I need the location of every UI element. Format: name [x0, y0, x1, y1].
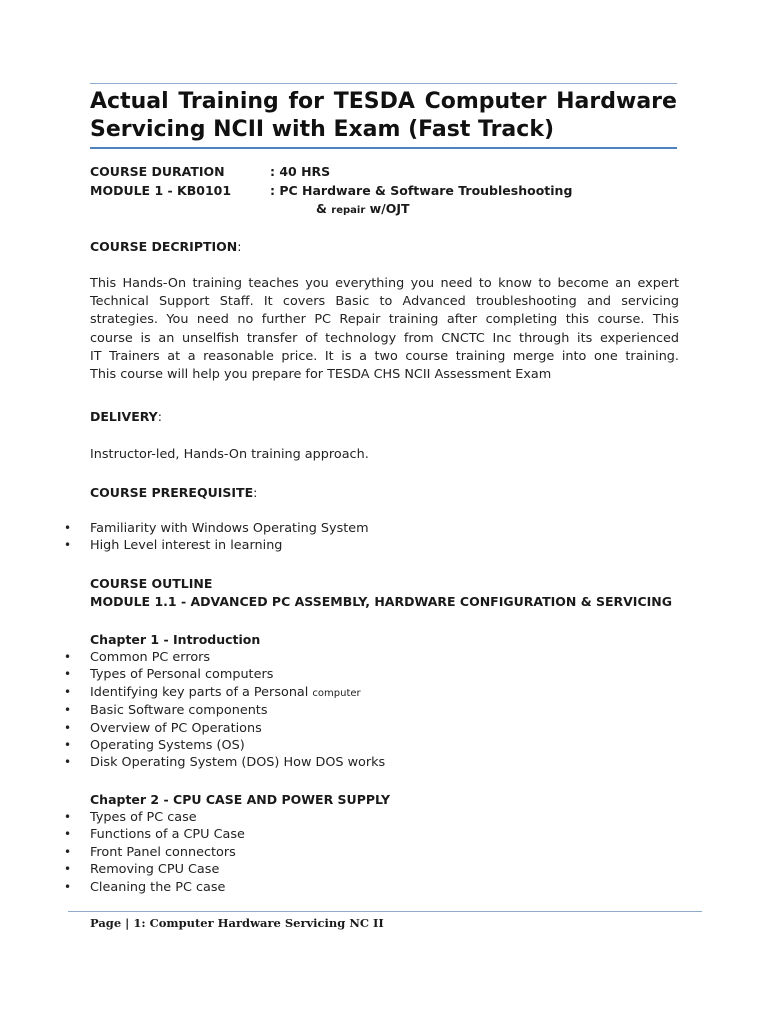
bullet-icon: •	[64, 755, 72, 770]
item-text: Types of Personal computers	[90, 667, 274, 683]
delivery-heading	[90, 408, 162, 426]
module-value: : PC Hardware & Software Troubleshooting	[270, 183, 573, 198]
list-item	[0, 861, 245, 878]
chapter-1-heading: Chapter 1 - Introduction	[90, 632, 261, 647]
title-word: for	[288, 89, 325, 114]
heading-colon: :	[253, 485, 258, 500]
list-item	[0, 809, 245, 826]
list-item	[0, 649, 385, 666]
item-text: Removing CPU Case	[90, 862, 220, 878]
module-value-continued	[316, 201, 410, 216]
paragraph-line: This course will help you prepare for TESDA CHS NCII Assessment Exam	[90, 367, 552, 383]
title-word: Training	[178, 89, 279, 114]
list-item	[0, 702, 385, 719]
item-text: Overview of PC Operations	[90, 720, 262, 736]
title-word: Computer	[424, 89, 547, 114]
list-item	[0, 879, 245, 896]
course-duration-row	[90, 163, 330, 181]
item-text: Functions of a CPU Case	[90, 827, 245, 843]
bullet-icon: •	[64, 862, 72, 877]
list-item	[0, 520, 369, 537]
course-description-heading	[90, 238, 241, 256]
item-text: Operating Systems (OS)	[90, 738, 245, 754]
item-text: Identifying key parts of a Personal	[90, 684, 309, 700]
item-text: Disk Operating System (DOS) How DOS works	[90, 755, 386, 771]
bullet-icon: •	[64, 844, 72, 859]
item-text: Types of PC case	[90, 810, 197, 825]
bullet-icon: •	[64, 521, 72, 535]
ojt-word: w/OJT	[369, 201, 410, 216]
ampersand: &	[316, 201, 327, 216]
course-duration-label: COURSE DURATION	[90, 164, 225, 179]
title-word: Hardware	[556, 89, 677, 114]
title-word: Actual	[90, 89, 169, 114]
prerequisite-list	[0, 520, 369, 555]
bullet-icon: •	[64, 650, 72, 664]
line-text: This Hands-On training teaches you everything you need to know to become an expert	[90, 276, 679, 291]
title-line-2: Servicing NCII with Exam (Fast Track)	[90, 117, 555, 142]
bullet-icon: •	[64, 738, 72, 753]
course-outline-heading: COURSE OUTLINE	[90, 576, 213, 591]
bullet-icon: •	[64, 703, 72, 718]
course-description-paragraph	[90, 275, 679, 384]
list-item	[0, 684, 385, 702]
bullet-icon: •	[64, 810, 72, 824]
paragraph-line: strategies. You need no further PC Repair training after completing this course. This	[90, 312, 679, 328]
repair-word: repair	[331, 205, 366, 216]
item-text: Common PC errors	[90, 650, 211, 665]
list-item	[0, 666, 385, 683]
delivery-text: Instructor-led, Hands-On training approach.	[90, 447, 369, 462]
bullet-icon: •	[64, 720, 72, 735]
chapter-1-list	[0, 649, 385, 772]
item-text: Cleaning the PC case	[90, 879, 226, 895]
list-item	[0, 720, 385, 737]
item-text: Front Panel connectors	[90, 844, 236, 860]
bullet-icon: •	[64, 667, 72, 682]
prerequisite-heading	[90, 484, 257, 502]
item-text: Familiarity with Windows Operating System	[90, 521, 369, 536]
bullet-icon: •	[64, 827, 72, 842]
document-title	[90, 88, 677, 144]
paragraph-line: Technical Support Staff. It covers Basic to Advanced troubleshooting and servicing	[90, 294, 679, 310]
heading-text: COURSE DECRIPTION	[90, 239, 238, 254]
module-row	[90, 182, 572, 200]
list-item	[0, 826, 245, 843]
list-item	[0, 537, 369, 554]
course-duration-value: : 40 HRS	[270, 164, 331, 179]
list-item	[0, 737, 385, 754]
bullet-icon: •	[64, 684, 72, 699]
bullet-icon: •	[64, 538, 72, 553]
top-rule	[90, 83, 677, 84]
heading-colon: :	[237, 239, 242, 254]
chapter-2-list	[0, 809, 245, 896]
heading-text: DELIVERY	[90, 409, 158, 424]
list-item	[0, 844, 245, 861]
list-item	[0, 754, 385, 771]
item-text-small: computer	[312, 687, 361, 699]
paragraph-line: course is an unselfish transfer of technology from CNCTC Inc through its experienced	[90, 330, 679, 346]
item-text: Basic Software components	[90, 703, 268, 719]
bullet-icon: •	[64, 879, 72, 894]
heading-text: COURSE PREREQUISITE	[90, 485, 254, 500]
page-footer: Page | 1: Computer Hardware Servicing NC II	[90, 916, 384, 930]
item-text: High Level interest in learning	[90, 538, 283, 554]
title-underline	[90, 147, 677, 149]
chapter-2-heading: Chapter 2 - CPU CASE AND POWER SUPPLY	[90, 792, 391, 807]
title-word: TESDA	[333, 89, 415, 114]
heading-colon: :	[157, 409, 162, 424]
paragraph-line	[90, 275, 679, 293]
footer-rule	[68, 911, 702, 912]
title-line-1	[90, 88, 677, 116]
module-heading: MODULE 1.1 - ADVANCED PC ASSEMBLY, HARDWARE CONFIGURATION & SERVICING	[90, 594, 672, 609]
module-label: MODULE 1 - KB0101	[90, 183, 232, 198]
paragraph-line: IT Trainers at a reasonable price. It is a two course training merge into one training.	[90, 348, 679, 364]
